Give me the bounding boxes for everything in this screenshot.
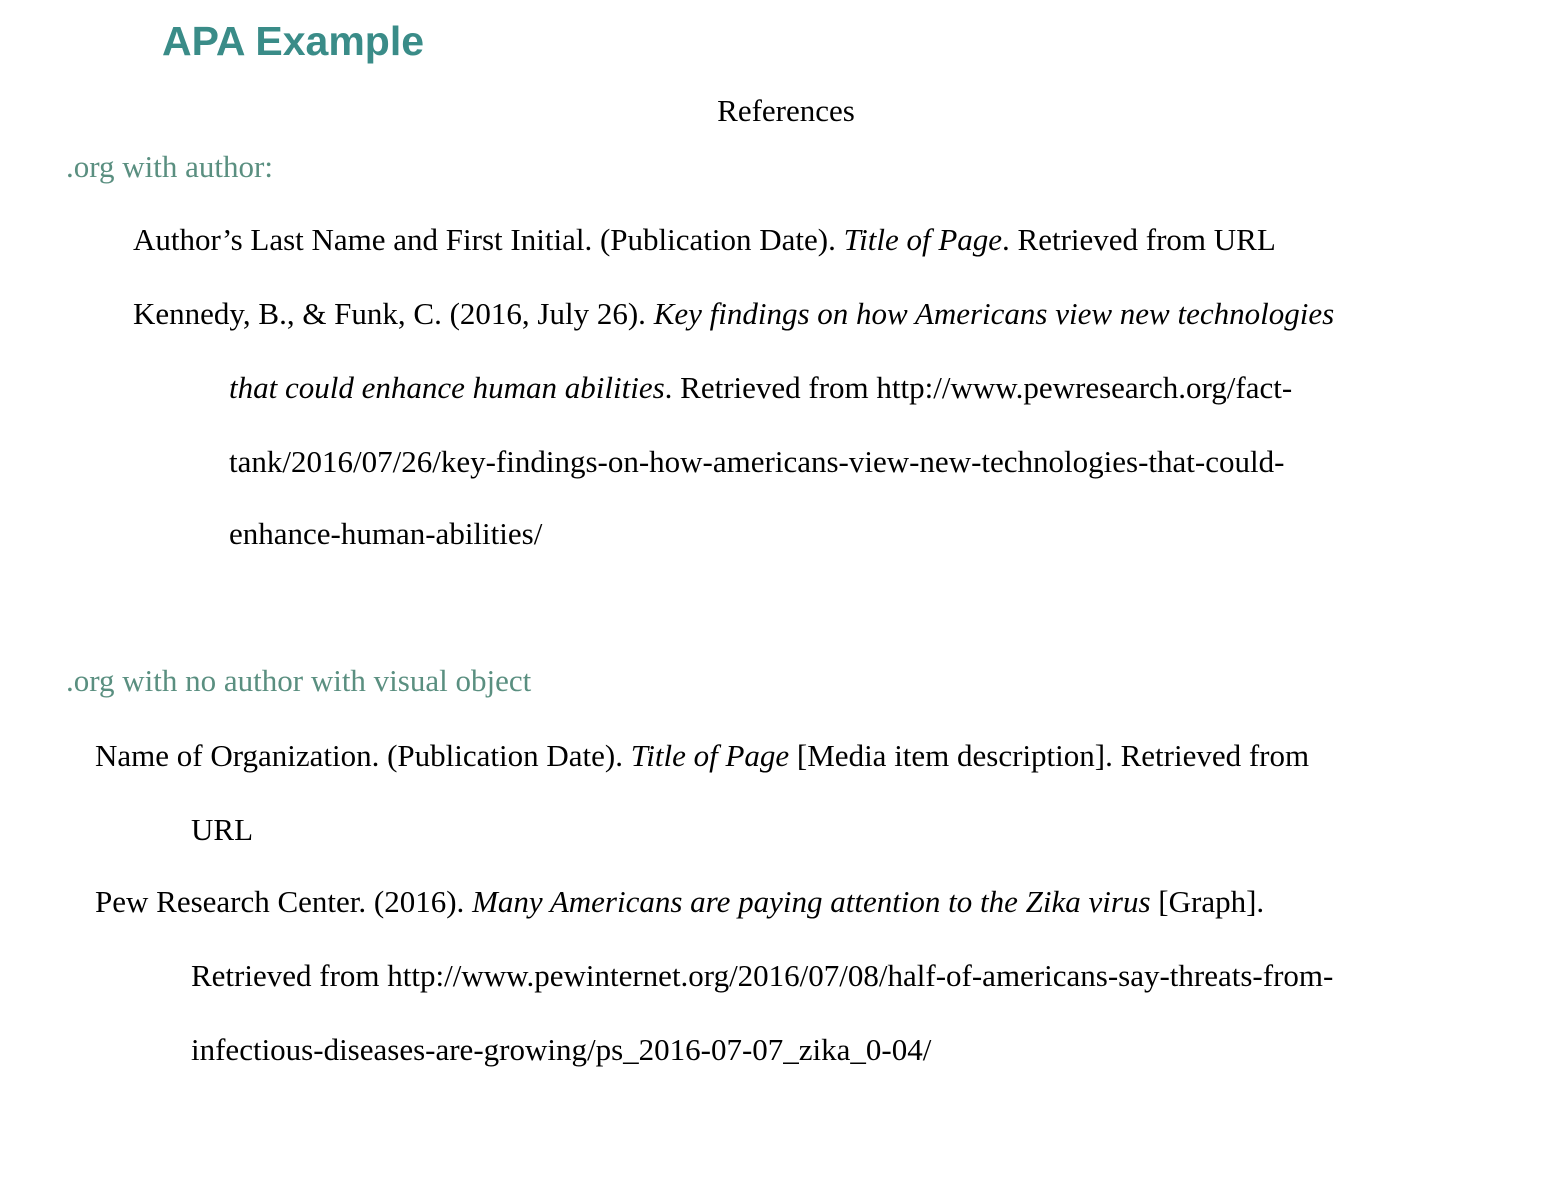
template-author-part: Author’s Last Name and First Initial. (Publication Date). [133, 222, 844, 257]
citation-example-line-2 [229, 365, 1292, 411]
example-retrieved-from: . Retrieved from http://www.pewresearch.org/fact- [664, 370, 1293, 405]
citation-template-visual-line-2: URL [191, 812, 253, 847]
template-after-title: . Retrieved from URL [1002, 222, 1276, 257]
citation-template-with-author [133, 217, 1276, 263]
example-media-description: [Graph]. [1150, 884, 1265, 919]
example-authors-date: Kennedy, B., & Funk, C. (2016, July 26). [133, 296, 654, 331]
example-title-part-2: that could enhance human abilities [229, 370, 665, 405]
example-visual-title: Many Americans are paying attention to the Zika virus [472, 884, 1151, 919]
citation-example-line-4: enhance-human-abilities/ [229, 516, 543, 551]
citation-example-visual-line-1 [95, 879, 1264, 925]
citation-example-line-3: tank/2016/07/26/key-findings-on-how-americans-view-new-technologies-that-could- [229, 444, 1285, 479]
example-org-date: Pew Research Center. (2016). [95, 884, 473, 919]
example-title-part-1: Key findings on how Americans view new technologies [653, 296, 1335, 331]
section-label-org-no-author-visual: .org with no author with visual object [66, 663, 532, 698]
citation-example-line-1 [133, 291, 1334, 337]
citation-example-visual-line-2: Retrieved from http://www.pewinternet.org/2016/07/08/half-of-americans-say-threats-from- [191, 958, 1334, 993]
citation-example-visual-line-3: infectious-diseases-are-growing/ps_2016-07-07_zika_0-04/ [191, 1032, 932, 1067]
references-heading: References [717, 93, 855, 128]
citation-template-visual-line-1 [95, 733, 1309, 779]
section-label-org-with-author: .org with author: [66, 149, 273, 184]
template-title-italic: Title of Page [843, 222, 1003, 257]
template-org-date: Name of Organization. (Publication Date). [95, 738, 631, 773]
template-media-description: [Media item description]. Retrieved from [789, 738, 1310, 773]
page-title: APA Example [162, 18, 425, 64]
template-title-italic: Title of Page [630, 738, 790, 773]
